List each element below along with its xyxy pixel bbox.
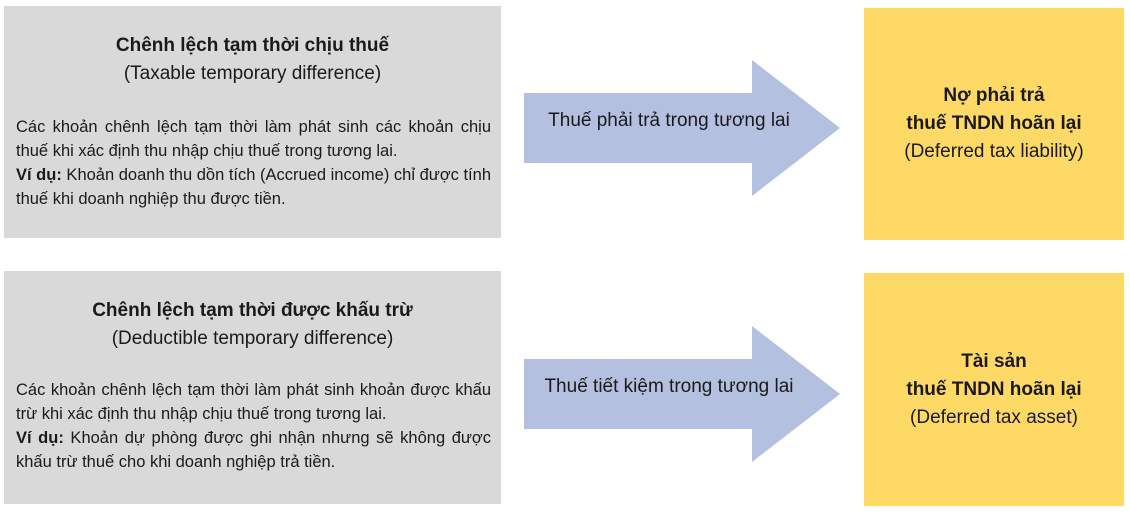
asset-line-1: Tài sản — [961, 350, 1027, 372]
asset-line-2: thuế TNDN hoãn lại — [906, 378, 1082, 400]
deductible-arrow-label: Thuế tiết kiệm trong tương lai — [544, 376, 794, 397]
taxable-description-text: Các khoản chênh lệch tạm thời làm phát sinh các khoản chịu thuế khi xác định thu nhập chịu thuế trong tương lai. — [16, 118, 491, 160]
deductible-difference-subtitle: (Deductible temporary difference) — [111, 328, 394, 349]
taxable-difference-subtitle: (Taxable temporary difference) — [123, 63, 382, 84]
taxable-difference-box — [4, 6, 501, 238]
deductible-arrow — [522, 324, 842, 464]
taxable-example-text: Khoản doanh thu dồn tích (Accrued income) chỉ được tính thuế khi doanh nghiệp thu được tiền. — [16, 166, 491, 208]
liability-line-3: (Deferred tax liability) — [904, 141, 1084, 162]
taxable-difference-title: Chênh lệch tạm thời chịu thuế — [115, 35, 390, 56]
deductible-difference-box — [4, 271, 501, 504]
liability-line-1: Nợ phải trả — [943, 85, 1045, 106]
deferred-tax-asset-box — [864, 273, 1124, 506]
taxable-difference-description — [16, 115, 491, 211]
deductible-example-text: Khoản dự phòng được ghi nhận nhưng sẽ không được khấu trừ thuế cho khi doanh nghiệp trả tiền. — [16, 429, 492, 471]
deductible-description-text: Các khoản chênh lệch tạm thời làm phát sinh khoản được khấu trừ khi xác định thu nhập chịu thuế trong tương lai. — [16, 381, 491, 423]
asset-line-3: (Deferred tax asset) — [910, 406, 1078, 428]
taxable-arrow — [522, 58, 842, 198]
deferred-tax-liability-box — [864, 8, 1124, 240]
taxable-example-label: Ví dụ: — [16, 166, 62, 184]
deductible-example-label: Ví dụ: — [16, 429, 64, 447]
taxable-arrow-label: Thuế phải trả trong tương lai — [548, 110, 790, 131]
deductible-difference-title: Chênh lệch tạm thời được khấu trừ — [92, 300, 413, 321]
liability-line-2: thuế TNDN hoãn lại — [906, 113, 1082, 134]
deductible-difference-description — [16, 378, 491, 474]
